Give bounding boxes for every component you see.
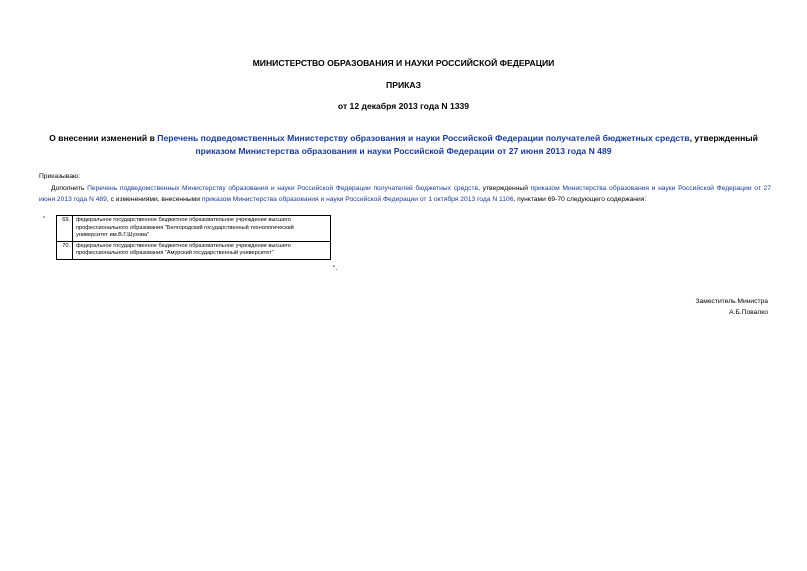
row-text: федеральное государственное бюджетное образовательное учреждение высшего профессионального образования "Белгородский государственный технологический университет им.В.Г.Шухова" [73, 216, 331, 242]
body-text-2: , утвержденный [478, 185, 531, 192]
body-link-list[interactable]: Перечень подведомственных Министерству образования и науки Российской Федерации получателей бюджетных средств [87, 185, 479, 192]
body-text-4: , пунктами 69-70 следующего содержания: [513, 195, 647, 203]
institutions-table [56, 215, 331, 260]
document-type: ПРИКАЗ [386, 80, 421, 90]
signature-position: Заместитель Министра [695, 298, 768, 305]
order-word: Приказываю: [39, 173, 80, 180]
body-text-3: , с изменениями, внесенными [106, 195, 202, 203]
row-number: 69. [57, 216, 73, 242]
body-link-order-489[interactable]: приказом Министерства образования и науки Российской Федерации от 27 июня 2013 года N 489 [39, 185, 771, 203]
quote-close-mark: ". [333, 265, 338, 272]
row-number: 70. [57, 241, 73, 259]
signature-name: А.Б.Повалко [729, 308, 768, 316]
document-date-number: от 12 декабря 2013 года N 1339 [337, 101, 470, 111]
title-text-2: , утвержденный [689, 133, 758, 143]
quote-open-mark: " [43, 216, 46, 223]
signature-block [695, 297, 768, 318]
table-row [57, 216, 331, 242]
title-link-order-489[interactable]: приказом Министерства образования и науки Российской Федерации от 27 июня 2013 года N 489 [195, 146, 612, 156]
title-link-list[interactable]: Перечень подведомственных Министерству образования и науки Российской Федерации получателей бюджетных средств [157, 133, 690, 143]
body-paragraph [39, 184, 771, 205]
document-title [40, 132, 767, 158]
body-text-1: Дополнить [51, 185, 88, 192]
ministry-header: МИНИСТЕРСТВО ОБРАЗОВАНИЯ И НАУКИ РОССИЙСКОЙ ФЕДЕРАЦИИ [252, 58, 555, 68]
body-link-order-1106[interactable]: приказом Министерства образования и науки Российской Федерации от 1 октября 2013 года N 1106 [201, 195, 514, 203]
row-text: федеральное государственное бюджетное образовательное учреждение высшего профессионального образования "Амурский государственный университет" [73, 241, 331, 259]
table-row [57, 241, 331, 259]
title-text-1: О внесении изменений в [49, 133, 158, 143]
